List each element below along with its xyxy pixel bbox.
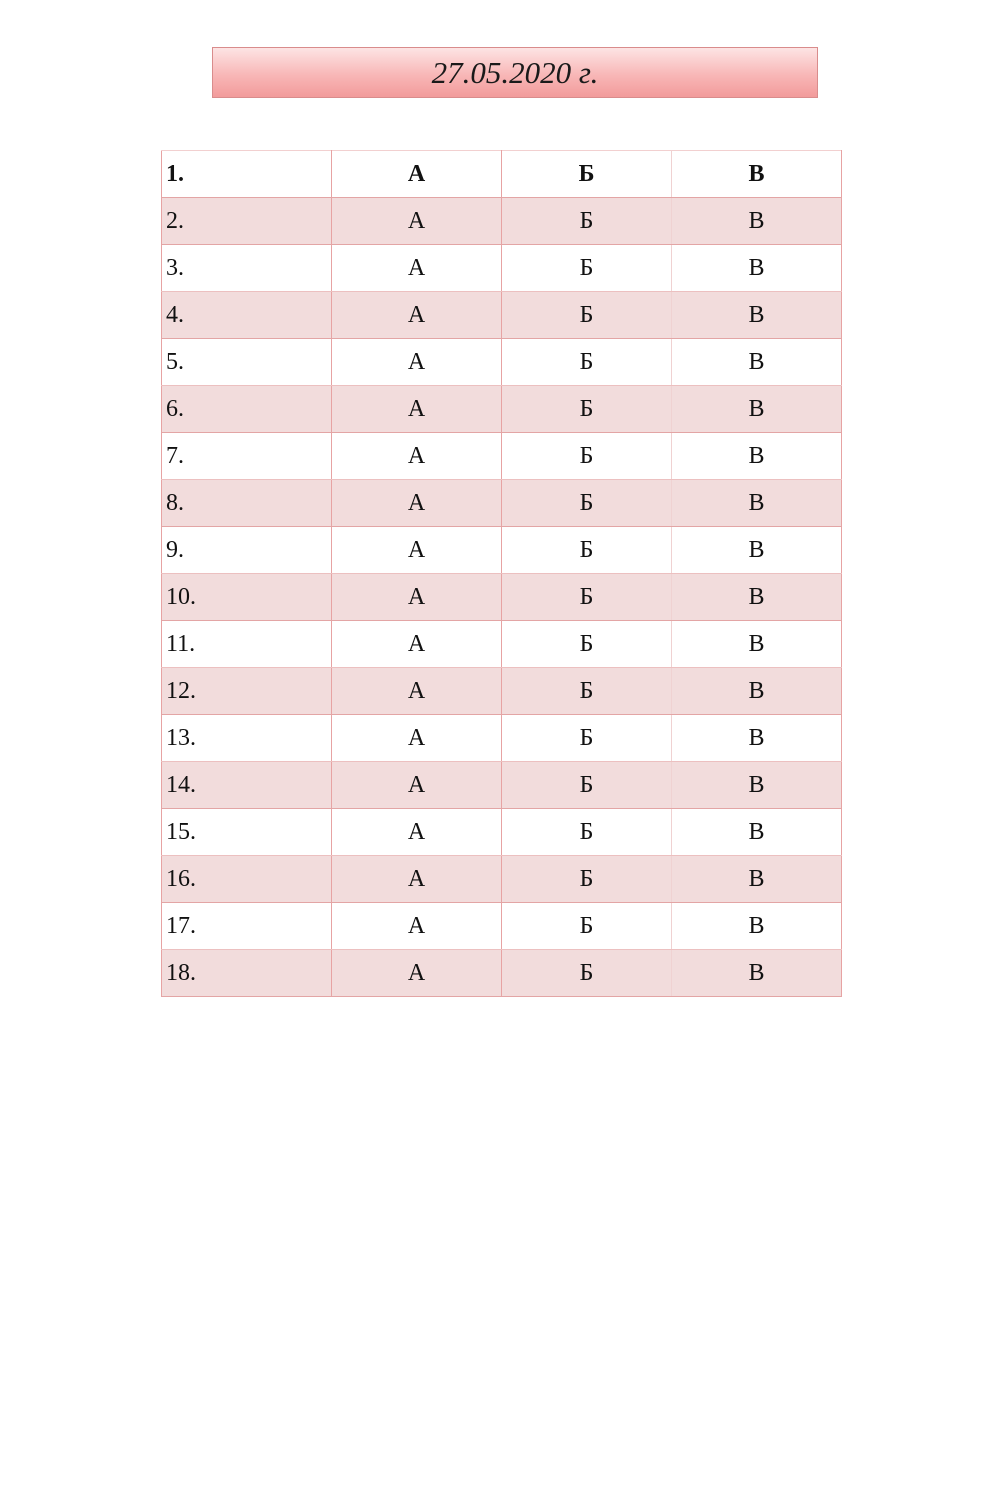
date-title: 27.05.2020 г. — [212, 47, 818, 98]
question-row — [162, 151, 842, 198]
question-number: 15. — [162, 809, 332, 856]
option-b[interactable]: Б — [502, 668, 672, 715]
question-row — [162, 245, 842, 292]
question-row — [162, 198, 842, 245]
question-number: 1. — [162, 151, 332, 198]
option-a[interactable]: А — [332, 668, 502, 715]
option-c[interactable]: В — [672, 621, 842, 668]
option-c[interactable]: В — [672, 950, 842, 997]
question-row — [162, 574, 842, 621]
question-row — [162, 668, 842, 715]
option-b[interactable]: Б — [502, 715, 672, 762]
option-c[interactable]: В — [672, 527, 842, 574]
option-b[interactable]: Б — [502, 386, 672, 433]
option-c[interactable]: В — [672, 856, 842, 903]
question-row — [162, 621, 842, 668]
option-c[interactable]: В — [672, 809, 842, 856]
option-a[interactable]: А — [332, 574, 502, 621]
question-row — [162, 715, 842, 762]
question-number: 17. — [162, 903, 332, 950]
option-c[interactable]: В — [672, 433, 842, 480]
question-number: 7. — [162, 433, 332, 480]
option-b[interactable]: Б — [502, 339, 672, 386]
option-b[interactable]: Б — [502, 574, 672, 621]
option-b[interactable]: Б — [502, 245, 672, 292]
question-row — [162, 950, 842, 997]
question-row — [162, 903, 842, 950]
option-a[interactable]: А — [332, 339, 502, 386]
option-a[interactable]: А — [332, 433, 502, 480]
option-a[interactable]: А — [332, 621, 502, 668]
option-c[interactable]: В — [672, 715, 842, 762]
option-a[interactable]: А — [332, 198, 502, 245]
option-c[interactable]: В — [672, 668, 842, 715]
option-c[interactable]: В — [672, 339, 842, 386]
question-number: 3. — [162, 245, 332, 292]
question-row — [162, 292, 842, 339]
option-b[interactable]: Б — [502, 433, 672, 480]
question-number: 14. — [162, 762, 332, 809]
question-row — [162, 809, 842, 856]
option-a[interactable]: А — [332, 950, 502, 997]
question-number: 11. — [162, 621, 332, 668]
option-b[interactable]: Б — [502, 527, 672, 574]
option-a[interactable]: А — [332, 292, 502, 339]
question-row — [162, 527, 842, 574]
option-c[interactable]: В — [672, 903, 842, 950]
option-c[interactable]: В — [672, 762, 842, 809]
option-b[interactable]: Б — [502, 292, 672, 339]
question-number: 9. — [162, 527, 332, 574]
option-a[interactable]: А — [332, 245, 502, 292]
option-b[interactable]: Б — [502, 151, 672, 198]
option-a[interactable]: А — [332, 856, 502, 903]
option-c[interactable]: В — [672, 245, 842, 292]
question-number: 4. — [162, 292, 332, 339]
question-row — [162, 386, 842, 433]
question-number: 8. — [162, 480, 332, 527]
option-c[interactable]: В — [672, 292, 842, 339]
option-a[interactable]: А — [332, 809, 502, 856]
answer-table — [161, 150, 842, 997]
question-row — [162, 480, 842, 527]
option-b[interactable]: Б — [502, 762, 672, 809]
question-number: 5. — [162, 339, 332, 386]
option-c[interactable]: В — [672, 151, 842, 198]
question-row — [162, 762, 842, 809]
option-b[interactable]: Б — [502, 856, 672, 903]
option-a[interactable]: А — [332, 480, 502, 527]
option-a[interactable]: А — [332, 386, 502, 433]
option-a[interactable]: А — [332, 903, 502, 950]
option-b[interactable]: Б — [502, 903, 672, 950]
question-number: 18. — [162, 950, 332, 997]
option-c[interactable]: В — [672, 386, 842, 433]
option-a[interactable]: А — [332, 151, 502, 198]
option-a[interactable]: А — [332, 715, 502, 762]
option-b[interactable]: Б — [502, 621, 672, 668]
option-a[interactable]: А — [332, 762, 502, 809]
option-b[interactable]: Б — [502, 809, 672, 856]
question-row — [162, 433, 842, 480]
option-a[interactable]: А — [332, 527, 502, 574]
question-number: 12. — [162, 668, 332, 715]
option-b[interactable]: Б — [502, 950, 672, 997]
option-c[interactable]: В — [672, 480, 842, 527]
option-b[interactable]: Б — [502, 198, 672, 245]
question-number: 16. — [162, 856, 332, 903]
option-c[interactable]: В — [672, 198, 842, 245]
option-c[interactable]: В — [672, 574, 842, 621]
option-b[interactable]: Б — [502, 480, 672, 527]
question-row — [162, 339, 842, 386]
question-number: 6. — [162, 386, 332, 433]
question-number: 2. — [162, 198, 332, 245]
question-number: 13. — [162, 715, 332, 762]
question-row — [162, 856, 842, 903]
question-number: 10. — [162, 574, 332, 621]
